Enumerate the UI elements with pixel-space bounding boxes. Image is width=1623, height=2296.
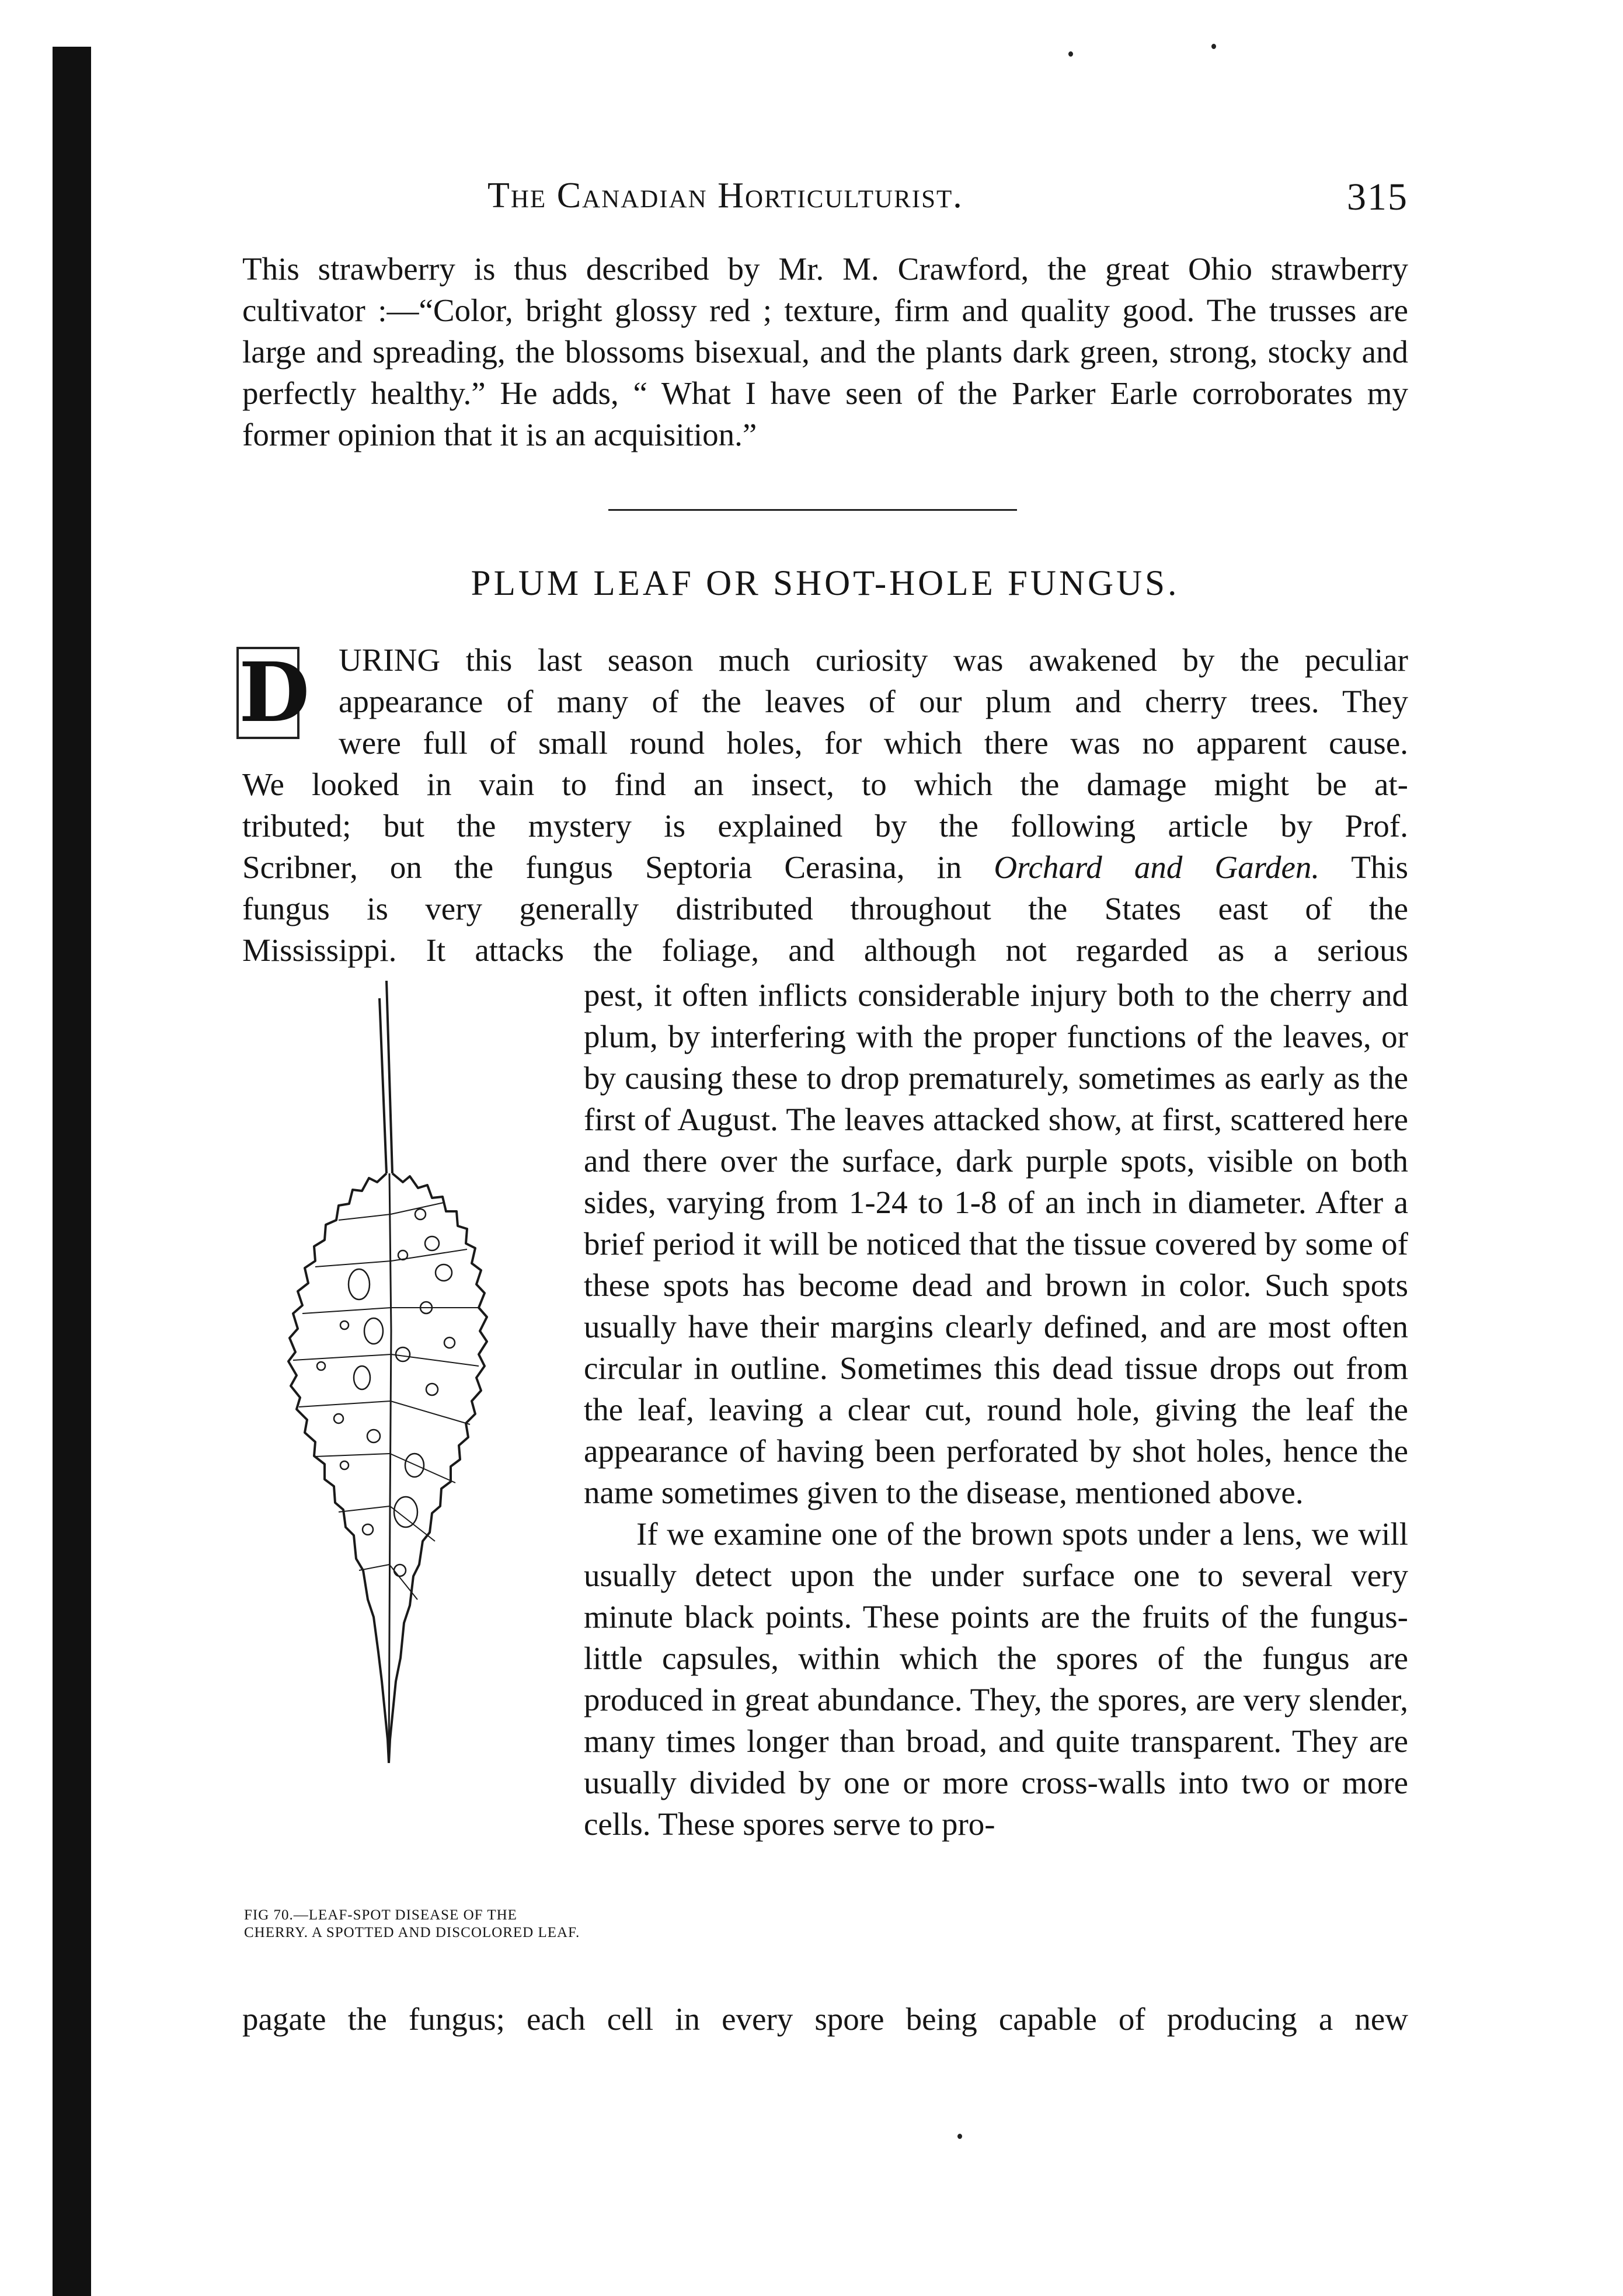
drop-cap: D [236, 647, 299, 739]
article-heading: PLUM LEAF OR SHOT-HOLE FUNGUS. [471, 564, 1180, 603]
running-header [242, 175, 1408, 222]
page-number: 315 [1347, 176, 1408, 218]
text-line: We looked in vain to find an insect, to which the damage might be at- [242, 767, 1408, 802]
text-segment: Scribner, on the fungus Septoria Cerasina, in [242, 849, 962, 885]
print-speck [1068, 51, 1073, 57]
text-line: tributed; but the mystery is explained by the following article by Prof. [242, 808, 1408, 844]
text-line: Mississippi. It attacks the foliage, and although not regarded as a serious [242, 932, 1408, 968]
section-divider [608, 509, 1017, 511]
text-line: URING this last season much curiosity was awakened by the peculiar [339, 642, 1408, 678]
text-line: were full of small round holes, for which there was no apparent cause. [339, 725, 1408, 761]
article-final-line: pagate the fungus; each cell in every spore being capable of producing a new [242, 2001, 1408, 2037]
page-spine-shadow [53, 47, 91, 2296]
print-speck [1211, 44, 1216, 49]
article-opening-paragraph [242, 639, 1408, 971]
source-title: Orchard and Garden. [994, 849, 1320, 885]
cherry-leaf-drawing [257, 981, 560, 1903]
leaf-illustration [257, 981, 560, 1903]
journal-title: The Canadian Horticulturist. [487, 176, 963, 215]
article-paragraph: pest, it often inflicts considerable injury both to the cherry and plum, by interfering with the proper functions of the leaves, or by causing these to drop prematurely, sometimes as early as the first of August. The leaves attacked show, at first, scattered here and there over the surface, dark purple spots, visible on both sides, varying from 1-24 to 1-8 of an inch in diameter. After a brief period it will be noticed that the tissue covered by some of these spots has become dead and brown in color. Such spots usually have their margins clearly defined, and are most often circular in outline. Sometimes this dead tissue drops out from the leaf, leaving a clear cut, round hole, giving the leaf the appearance of having been perforated by shot holes, hence the name sometimes given to the disease, mentioned above. [584, 977, 1408, 1510]
text-line [242, 846, 1408, 888]
intro-paragraph: This strawberry is thus described by Mr. M. Crawford, the great Ohio strawberry cultivator :—“Color, bright glossy red ; texture, firm and quality good. The trusses are large and spreading, the blossoms bisexual, and the plants dark green, strong, stocky and perfectly healthy.” He adds, “ What I have seen of the Parker Earle corroborates my former opinion that it is an acquisition.” [242, 251, 1408, 452]
text-line: fungus is very generally distributed throughout the States east of the [242, 891, 1408, 926]
text-segment: This [1319, 849, 1408, 885]
article-paragraph: If we examine one of the brown spots under a lens, we will usually detect upon the under surface one to several very minute black points. These points are the fruits of the fungus-little capsules, within which the spores of the fungus are produced in great abundance. They, the spores, are very slender, many times longer than broad, and quite transparent. They are usually divided by one or more cross-walls into two or more cells. These spores serve to pro- [584, 1516, 1408, 1842]
article-column [584, 974, 1408, 1845]
print-speck [957, 2134, 962, 2139]
text-line: appearance of many of the leaves of our plum and cherry trees. They [339, 684, 1408, 719]
figure-caption: FIG 70.—LEAF-SPOT DISEASE OF THE CHERRY. A SPOTTED AND DISCOLORED LEAF. [244, 1907, 580, 1940]
